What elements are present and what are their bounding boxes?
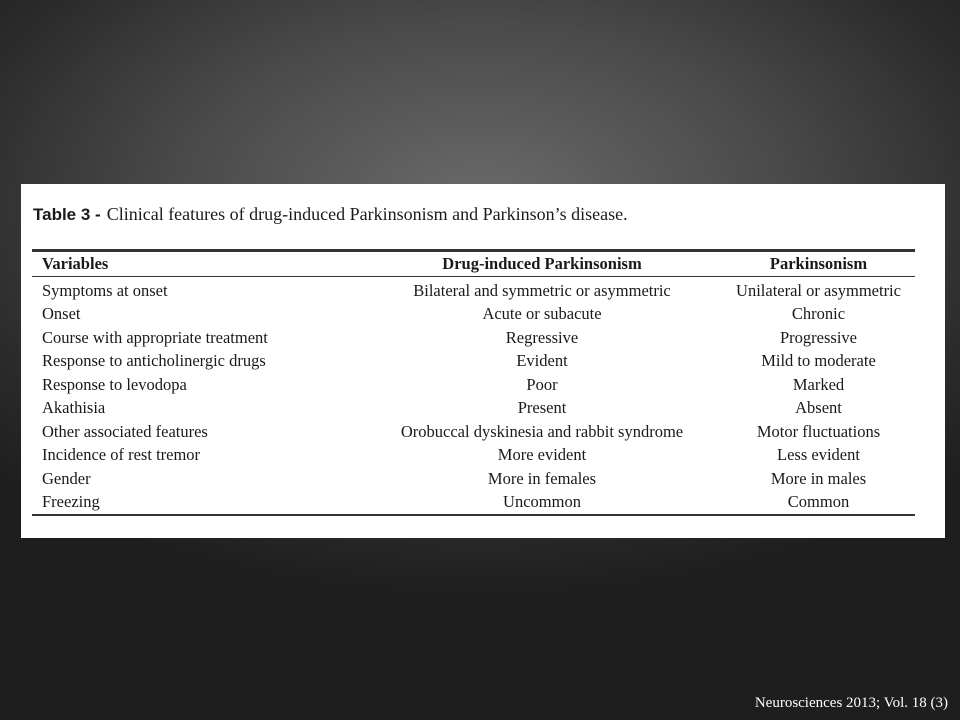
- header-parkinsonism: Parkinsonism: [769, 254, 868, 273]
- table-row: [32, 491, 915, 516]
- table-row: [32, 373, 915, 397]
- cell-drug-induced: Regressive: [505, 327, 579, 347]
- cell-drug-induced: Orobuccal dyskinesia and rabbit syndrome: [400, 421, 684, 441]
- cell-drug-induced: Bilateral and symmetric or asymmetric: [413, 280, 671, 300]
- cell-parkinsonism: Marked: [792, 374, 845, 394]
- cell-drug-induced: Evident: [516, 351, 568, 371]
- header-drug-induced: Drug-induced Parkinsonism: [442, 254, 642, 273]
- cell-variable: Freezing: [42, 492, 100, 512]
- cell-variable: Course with appropriate treatment: [42, 327, 268, 347]
- cell-parkinsonism: Mild to moderate: [761, 351, 876, 371]
- source-citation: Neurosciences 2013; Vol. 18 (3): [754, 695, 948, 711]
- table-row: [32, 467, 915, 491]
- table-row: [32, 277, 915, 303]
- table-title: Clinical features of drug-induced Parkinsonism and Parkinson’s disease.: [106, 204, 628, 224]
- table-row: [32, 397, 915, 421]
- clinical-features-table: [32, 249, 915, 516]
- cell-drug-induced: More in females: [487, 468, 597, 488]
- cell-variable: Gender: [42, 468, 91, 488]
- cell-drug-induced: Uncommon: [503, 492, 581, 512]
- cell-drug-induced: Acute or subacute: [482, 304, 602, 324]
- cell-variable: Symptoms at onset: [42, 280, 168, 300]
- cell-parkinsonism: Less evident: [777, 445, 860, 465]
- cell-variable: Akathisia: [42, 398, 106, 418]
- cell-variable: Incidence of rest tremor: [42, 445, 201, 465]
- table-caption: [33, 204, 628, 225]
- table-row: [32, 350, 915, 374]
- table-row: [32, 444, 915, 468]
- cell-parkinsonism: Common: [787, 492, 850, 512]
- cell-parkinsonism: Unilateral or asymmetric: [736, 280, 901, 300]
- cell-parkinsonism: Chronic: [791, 304, 846, 324]
- cell-parkinsonism: Motor fluctuations: [756, 421, 881, 441]
- table-header-row: [32, 251, 915, 277]
- header-variables: Variables: [42, 254, 109, 273]
- cell-variable: Response to anticholinergic drugs: [42, 351, 266, 371]
- cell-drug-induced: Present: [517, 398, 567, 418]
- table-row: [32, 420, 915, 444]
- cell-drug-induced: Poor: [526, 374, 558, 394]
- cell-parkinsonism: Absent: [795, 398, 842, 418]
- cell-variable: Other associated features: [42, 421, 208, 441]
- cell-variable: Onset: [42, 304, 81, 324]
- cell-parkinsonism: More in males: [770, 468, 867, 488]
- cell-drug-induced: More evident: [497, 445, 587, 465]
- table-row: [32, 326, 915, 350]
- cell-parkinsonism: Progressive: [780, 327, 857, 347]
- cell-variable: Response to levodopa: [42, 374, 187, 394]
- table-number: Table 3 -: [33, 205, 101, 224]
- table-row: [32, 303, 915, 327]
- table-image: [21, 184, 945, 538]
